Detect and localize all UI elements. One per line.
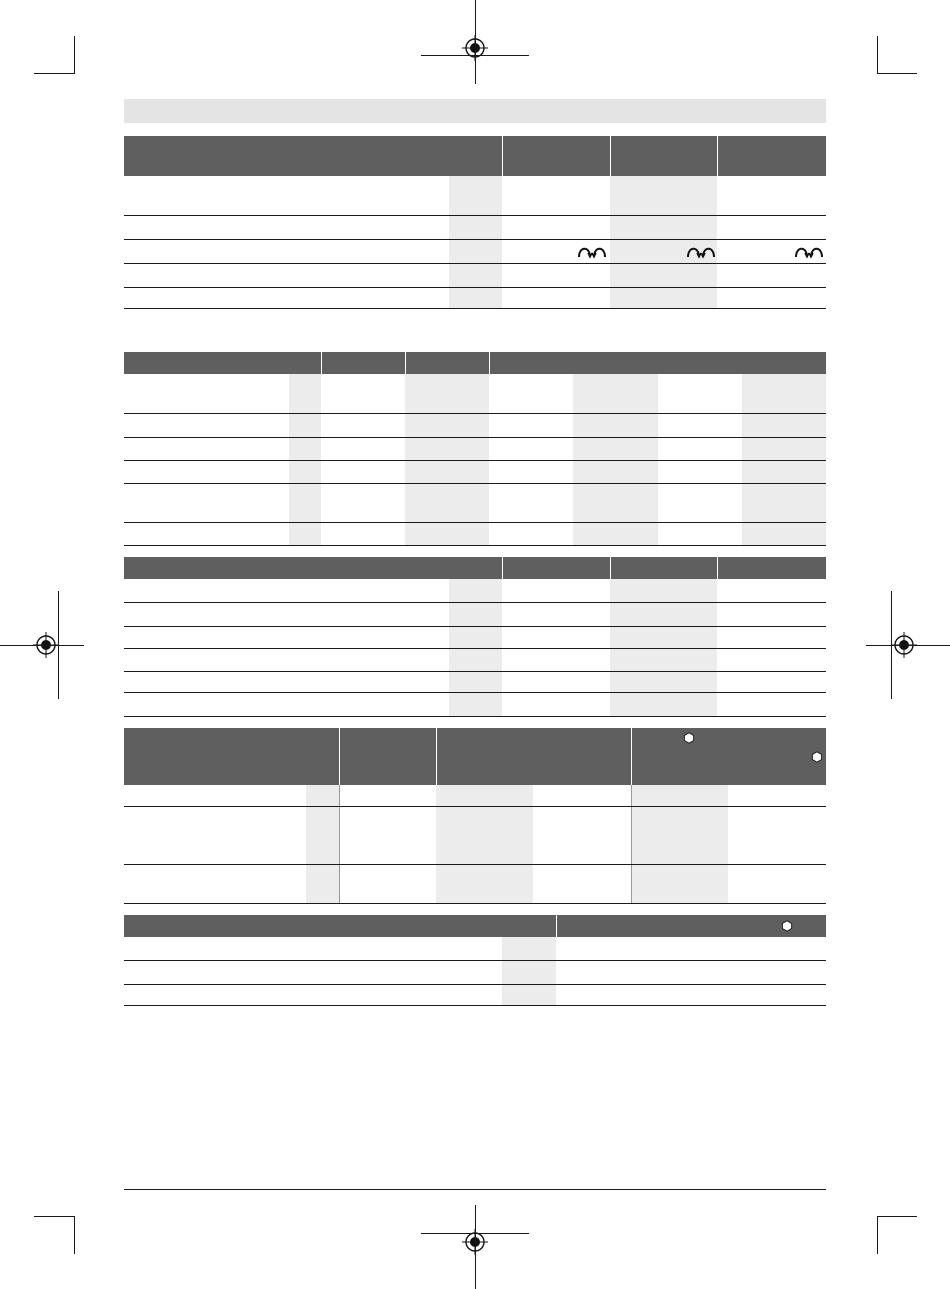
rotation-direction-icon <box>794 245 824 259</box>
table-row <box>124 692 826 693</box>
hexagon-shank-icon <box>811 751 823 763</box>
table-row <box>124 864 826 865</box>
registration-line <box>475 1205 476 1289</box>
table-row <box>124 522 826 523</box>
table-row <box>124 671 826 672</box>
table-row <box>124 648 826 649</box>
hexagon-shank-icon <box>683 732 695 744</box>
table-row <box>124 806 826 807</box>
table-row <box>124 626 826 627</box>
table-row <box>124 960 826 961</box>
table-row <box>124 215 826 216</box>
table-row <box>124 903 826 904</box>
table-row <box>124 437 826 438</box>
table-row <box>124 263 826 264</box>
table-row <box>124 545 826 546</box>
rotation-direction-icon <box>577 245 607 259</box>
hexagon-shank-icon <box>781 920 793 932</box>
table-row <box>124 716 826 717</box>
registration-line <box>866 645 950 646</box>
table-row <box>124 308 826 309</box>
top-title-band <box>124 99 826 123</box>
table-row <box>124 1005 826 1006</box>
registration-line <box>475 0 476 84</box>
registration-line <box>421 55 529 56</box>
table-row <box>124 483 826 484</box>
table-row <box>124 460 826 461</box>
table-row <box>124 413 826 414</box>
registration-line <box>421 1233 529 1234</box>
registration-line <box>0 645 84 646</box>
footer-rule <box>124 1189 826 1190</box>
table-row <box>124 602 826 603</box>
table-row <box>124 239 826 240</box>
table-row <box>124 287 826 288</box>
table-row <box>124 984 826 985</box>
rotation-direction-icon <box>686 245 716 259</box>
